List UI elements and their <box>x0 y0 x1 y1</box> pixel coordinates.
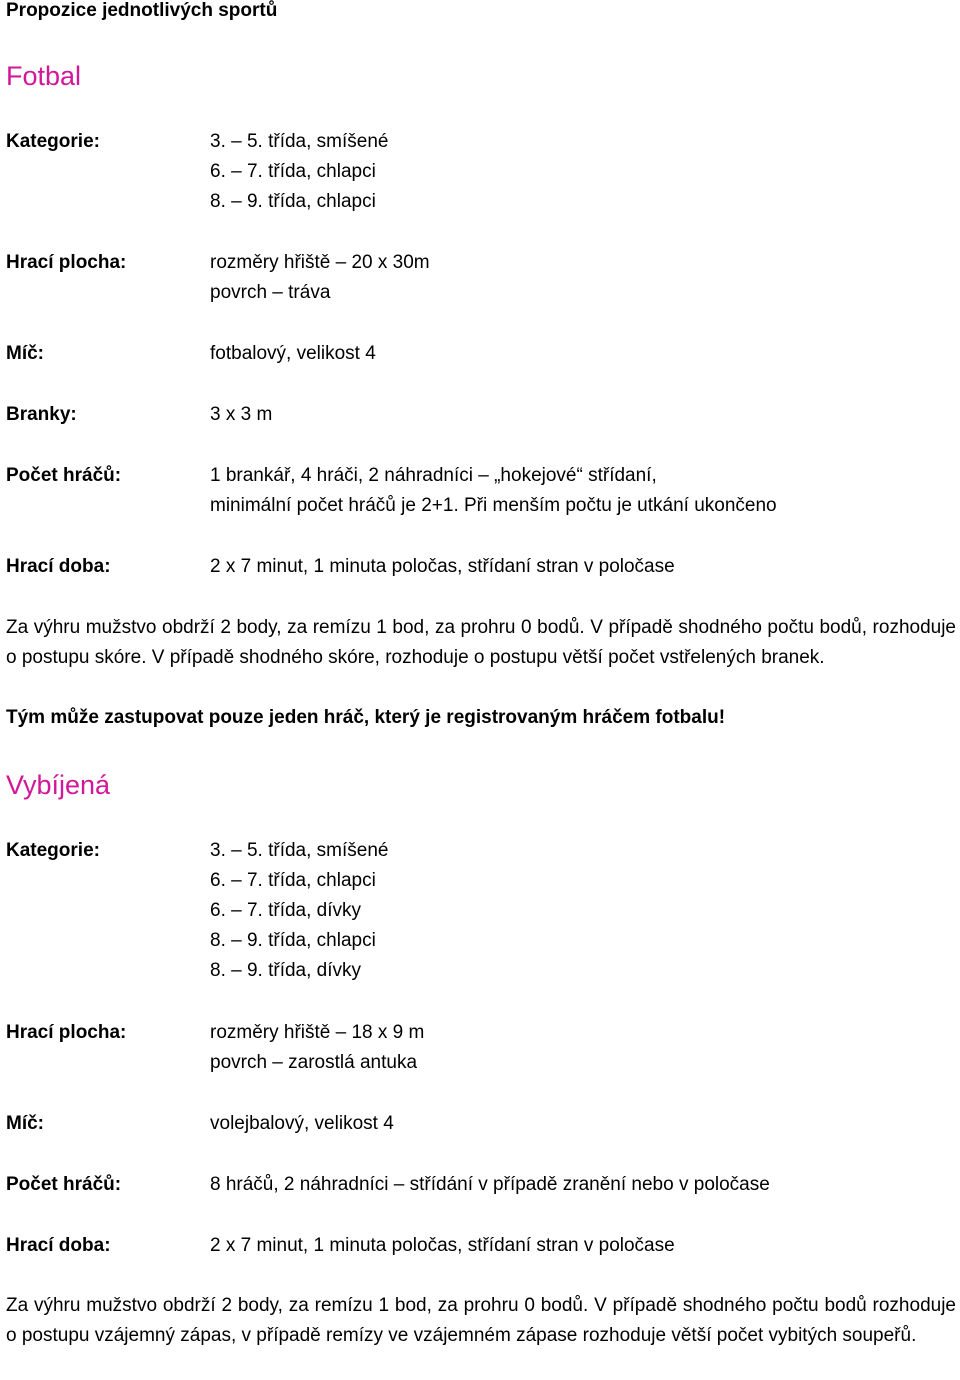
vybijena-doba-label: Hrací doba: <box>6 1235 111 1256</box>
fotbal-branky-values <box>210 400 272 430</box>
fotbal-branky-label: Branky: <box>6 404 77 425</box>
vybijena-plocha-values <box>210 1018 424 1078</box>
section-title-fotbal: Fotbal <box>6 61 82 91</box>
vybijena-kategorie-label: Kategorie: <box>6 840 100 861</box>
vybijena-doba-value: 2 x 7 minut, 1 minuta poločas, střídaní stran v poločase <box>210 1235 675 1256</box>
fotbal-kategorie-item: 6. – 7. třída, chlapci <box>210 161 376 182</box>
fotbal-kategorie-item: 3. – 5. třída, smíšené <box>210 131 389 152</box>
fotbal-pocet-values <box>210 461 777 521</box>
fotbal-mic-value: fotbalový, velikost 4 <box>210 343 376 364</box>
fotbal-note: Tým může zastupovat pouze jeden hráč, který je registrovaným hráčem fotbalu! <box>6 707 726 728</box>
vybijena-kategorie-item: 8. – 9. třída, dívky <box>210 960 362 981</box>
fotbal-doba-value: 2 x 7 minut, 1 minuta poločas, střídaní stran v poločase <box>210 556 675 577</box>
vybijena-kategorie-values <box>210 836 388 986</box>
vybijena-kategorie-item: 3. – 5. třída, smíšené <box>210 840 389 861</box>
vybijena-kategorie-item: 8. – 9. třída, chlapci <box>210 930 376 951</box>
fotbal-kategorie-item: 8. – 9. třída, chlapci <box>210 191 376 212</box>
fotbal-mic-label: Míč: <box>6 343 44 364</box>
fotbal-kategorie-values <box>210 127 388 217</box>
vybijena-plocha-label: Hrací plocha: <box>6 1022 127 1043</box>
fotbal-pocet-label: Počet hráčů: <box>6 465 122 486</box>
vybijena-rules-paragraph: Za výhru mužstvo obdrží 2 body, za remízu 1 bod, za prohru 0 bodů. V případě shodného počtu bodů rozhoduje o postupu vzájemný zápas, v případě remízy ve vzájemném zápase rozhoduje větší počet vybitých soupeřů. <box>6 1295 956 1346</box>
vybijena-mic-values <box>210 1109 394 1139</box>
vybijena-plocha-item: rozměry hřiště – 18 x 9 m <box>210 1022 425 1043</box>
fotbal-mic-values <box>210 339 376 369</box>
fotbal-plocha-label: Hrací plocha: <box>6 252 127 273</box>
vybijena-doba-values <box>210 1231 675 1261</box>
vybijena-pocet-value: 8 hráčů, 2 náhradníci – střídání v případě zranění nebo v poločase <box>210 1174 770 1195</box>
fotbal-plocha-values <box>210 248 430 308</box>
section-title-vybijena: Vybíjená <box>6 770 111 800</box>
fotbal-doba-label: Hrací doba: <box>6 556 111 577</box>
fotbal-doba-values <box>210 552 675 582</box>
fotbal-kategorie-label: Kategorie: <box>6 131 100 152</box>
fotbal-pocet-item: 1 brankář, 4 hráči, 2 náhradníci – „hokejové“ střídaní, <box>210 465 657 486</box>
fotbal-plocha-item: povrch – tráva <box>210 282 331 303</box>
fotbal-pocet-item: minimální počet hráčů je 2+1. Při menším počtu je utkání ukončeno <box>210 495 777 516</box>
fotbal-plocha-item: rozměry hřiště – 20 x 30m <box>210 252 430 273</box>
vybijena-kategorie-item: 6. – 7. třída, dívky <box>210 900 362 921</box>
fotbal-rules-paragraph: Za výhru mužstvo obdrží 2 body, za remízu 1 bod, za prohru 0 bodů. V případě shodného počtu bodů, rozhoduje o postupu skóre. V případě shodného skóre, rozhoduje o postupu větší počet vstřelených branek. <box>6 617 956 668</box>
vybijena-plocha-item: povrch – zarostlá antuka <box>210 1052 418 1073</box>
vybijena-mic-value: volejbalový, velikost 4 <box>210 1113 394 1134</box>
vybijena-pocet-label: Počet hráčů: <box>6 1174 122 1195</box>
document-title: Propozice jednotlivých sportů <box>6 0 278 21</box>
vybijena-mic-label: Míč: <box>6 1113 44 1134</box>
vybijena-pocet-values <box>210 1170 770 1200</box>
fotbal-branky-value: 3 x 3 m <box>210 404 273 425</box>
vybijena-kategorie-item: 6. – 7. třída, chlapci <box>210 870 376 891</box>
